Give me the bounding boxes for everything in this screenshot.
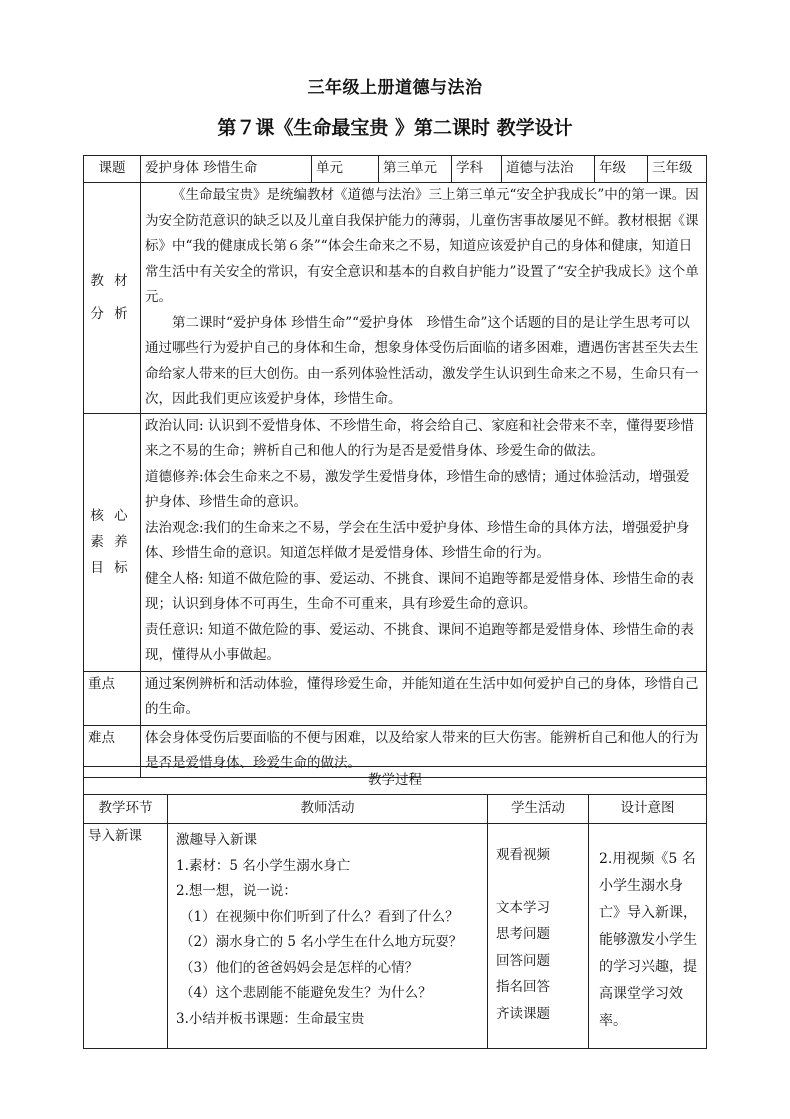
- analysis-content: [141, 183, 707, 414]
- difficulty-text: 体会身体受伤后要面临的不便与困难，以及给家人带来的巨大伤害。能辨析自己和他人的行为是否是爱惜身体、珍爱生命的做法。: [141, 725, 707, 777]
- student-line: 思考问题: [496, 926, 550, 942]
- process-header-row: [84, 795, 707, 824]
- stage-cell: 导入新课: [84, 824, 168, 1049]
- goal-item: 责任意识: 知道不做危险的事、爱运动、不挑食、课间不追跑等都是爱惜身体、珍惜生命的表现，懂得从小事做起。: [145, 621, 694, 663]
- goals-content: [141, 413, 707, 671]
- teacher-line: （4）这个悲剧能不能避免发生？为什么？: [180, 985, 432, 1001]
- key-point-label: 重点: [84, 671, 141, 725]
- goals-label: 核 心 素 养 目 标: [84, 413, 141, 671]
- grade-label: 年级: [595, 156, 648, 183]
- difficulty-label: 难点: [84, 725, 141, 777]
- student-line: 观看视频: [496, 847, 550, 863]
- analysis-paragraph: 《生命最宝贵》是统编教材《道德与法治》三上第三单元“安全护我成长”中的第一课。因为安全防范意识的缺乏以及儿童自我保护能力的薄弱，儿童伤害事故屡见不鲜。教材根据《课标》中“我的健康成长第６条”“体会生命来之不易，知道应该爱护自己的身体和健康，知道日常生活中有关安全的常识，有安全意识和基本的自救自护能力”设置了“安全护我成长》这个单元。: [145, 187, 699, 305]
- student-line: 指名回答: [496, 979, 550, 995]
- teacher-activity-cell: [168, 824, 488, 1049]
- teacher-line: 激趣导入新课: [176, 832, 257, 848]
- topic-value: 爱护身体 珍惜生命: [141, 156, 312, 183]
- student-line: 文本学习: [496, 899, 550, 916]
- intent-cell: 2.用视频《5 名小学生溺水身亡》导入新课，能够激发小学生的学习兴趣，提高课堂学习效率。: [589, 824, 707, 1049]
- goal-item: 健全人格: 知道不做危险的事、爱运动、不挑食、课间不追跑等都是爱惜身体、珍惜生命的表现；认识到身体不可再生，生命不可重来，具有珍爱生命的意识。: [145, 570, 694, 612]
- analysis-paragraph: 第二课时“爱护身体 珍惜生命”“爱护身体 珍惜生命”这个话题的目的是让学生思考可以通过哪些行为爱护自己的身体和生命，想象身体受伤后面临的诸多困难，遭遇伤害甚至失去生命给家人带来的巨大创伤。由一系列体验性活动，激发学生认识到生命来之不易，生命只有一次，因此我们更应该爱护身体，珍惜生命。: [145, 314, 699, 407]
- lesson-title: 第７课《生命最宝贵 》第二课时 教学设计: [217, 117, 573, 139]
- subject-value: 道德与法治: [502, 156, 595, 183]
- info-row: [84, 156, 707, 183]
- col-header-teacher: 教师活动: [168, 795, 488, 824]
- unit-value: 第三单元: [379, 156, 452, 183]
- process-table: [83, 766, 707, 1049]
- grade-value: 三年级: [648, 156, 707, 183]
- goals-row: [84, 413, 707, 671]
- teacher-line: 3.小结并板书课题：生命最宝贵: [176, 1010, 365, 1027]
- process-row-intro: [84, 824, 707, 1049]
- goal-item: 政治认同: 认识到不爱惜身体、不珍惜生命，将会给自己、家庭和社会带来不幸，懂得要珍惜来之不易的生命；辨析自己和他人的行为是否是爱惜身体、珍爱生命的做法。: [145, 417, 694, 459]
- teacher-line: 2.想一想，说一说：: [176, 883, 297, 899]
- teacher-line: （3）他们的爸爸妈妈会是怎样的心情？: [180, 959, 419, 976]
- student-activity-cell: [488, 824, 589, 1049]
- col-header-intent: 设计意图: [589, 795, 707, 824]
- goal-item: 法治观念:我们的生命来之不易，学会在生活中爱护身体、珍惜生命的具体方法，增强爱护身体、珍惜生命的意识。知道怎样做才是爱惜身体、珍惜生命的行为。: [145, 519, 690, 561]
- col-header-stage: 教学环节: [84, 795, 168, 824]
- process-title-row: [84, 767, 707, 795]
- teacher-line: 1.素材：5 名小学生溺水身亡: [176, 857, 351, 874]
- teacher-line: （2）溺水身亡的 5 名小学生在什么地方玩耍？: [180, 934, 463, 950]
- key-point-row: [84, 671, 707, 725]
- lesson-info-table: [83, 155, 707, 778]
- unit-label: 单元: [312, 156, 379, 183]
- subject-label: 学科: [452, 156, 502, 183]
- analysis-label: 教 材 分 析: [84, 183, 141, 414]
- topic-label: 课题: [84, 156, 141, 183]
- teacher-line: （1）在视频中你们听到了什么？看到了什么？: [180, 908, 459, 925]
- process-title: 教学过程: [84, 767, 707, 795]
- student-line: 齐读课题: [496, 1005, 550, 1022]
- document-title: 三年级上册道德与法治: [307, 78, 483, 98]
- col-header-student: 学生活动: [488, 795, 589, 824]
- student-line: 回答问题: [496, 952, 550, 969]
- key-point-text: 通过案例辨析和活动体验，懂得珍爱生命，并能知道在生活中如何爱护自己的身体，珍惜自己的生命。: [141, 671, 707, 725]
- goal-item: 道德修养:体会生命来之不易，激发学生爱惜身体，珍惜生命的感情；通过体验活动，增强爱护身体、珍惜生命的意识。: [145, 468, 690, 510]
- analysis-row: [84, 183, 707, 414]
